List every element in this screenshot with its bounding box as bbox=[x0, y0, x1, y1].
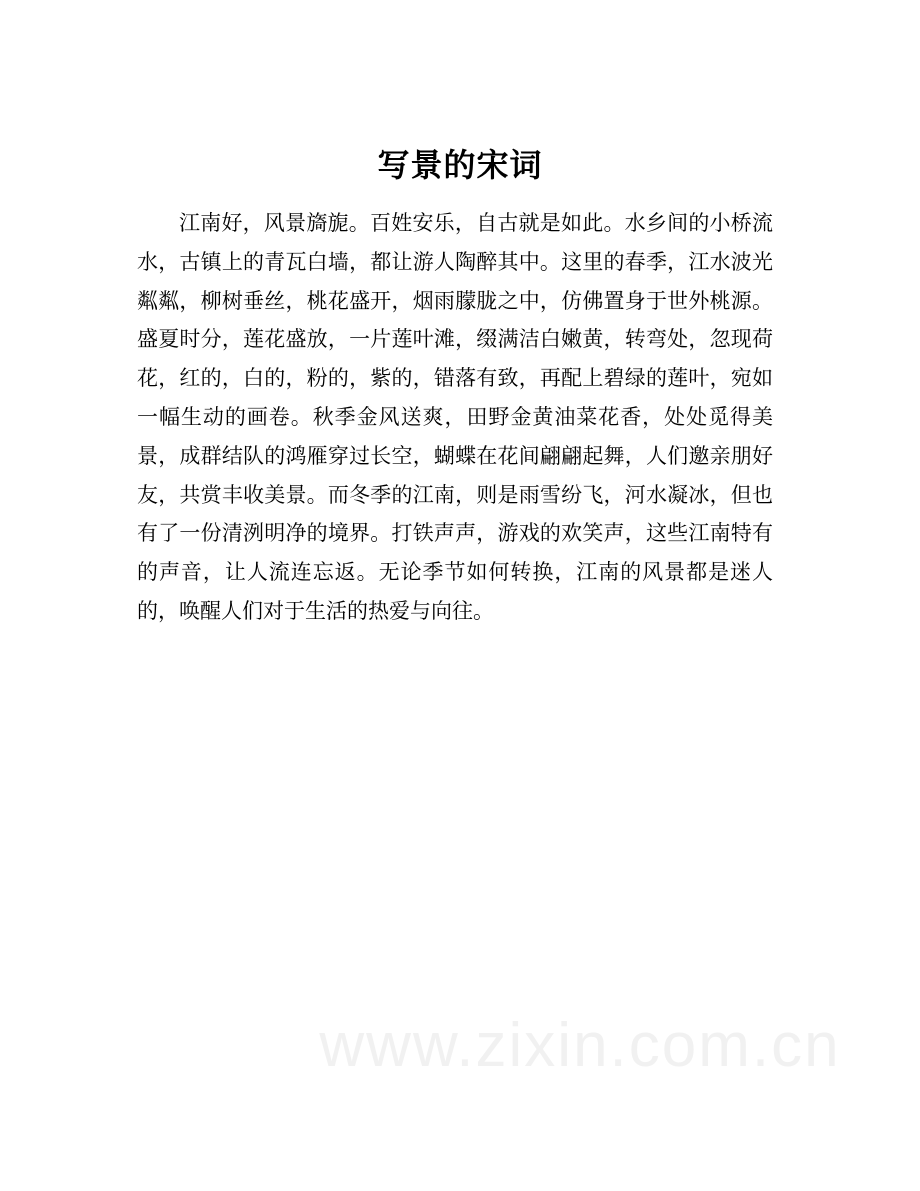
body-paragraph: 江南好，风景旖旎。百姓安乐，自古就是如此。水乡间的小桥流水，古镇上的青瓦白墙，都让游人陶醉其中。这里的春季，江水波光粼粼，柳树垂丝，桃花盛开，烟雨朦胧之中，仿佛置身于世外桃源。盛夏时分，莲花盛放，一片莲叶滩，缀满洁白嫩黄，转弯处，忽现荷花，红的，白的，粉的，紫的，错落有致，再配上碧绿的莲叶，宛如一幅生动的画卷。秋季金风送爽，田野金黄油菜花香，处处觅得美景，成群结队的鸿雁穿过长空，蝴蝶在花间翩翩起舞，人们邀亲朋好友，共赏丰收美景。而冬季的江南，则是雨雪纷飞，河水凝冰，但也有了一份清洌明净的境界。打铁声声，游戏的欢笑声，这些江南特有的声音，让人流连忘返。无论季节如何转换，江南的风景都是迷人的，唤醒人们对于生活的热爱与向往。 bbox=[137, 211, 773, 623]
watermark-text: www.zixin.com.cn bbox=[319, 1011, 841, 1080]
document-title: 写景的宋词 bbox=[377, 146, 543, 184]
document-body bbox=[137, 204, 773, 631]
